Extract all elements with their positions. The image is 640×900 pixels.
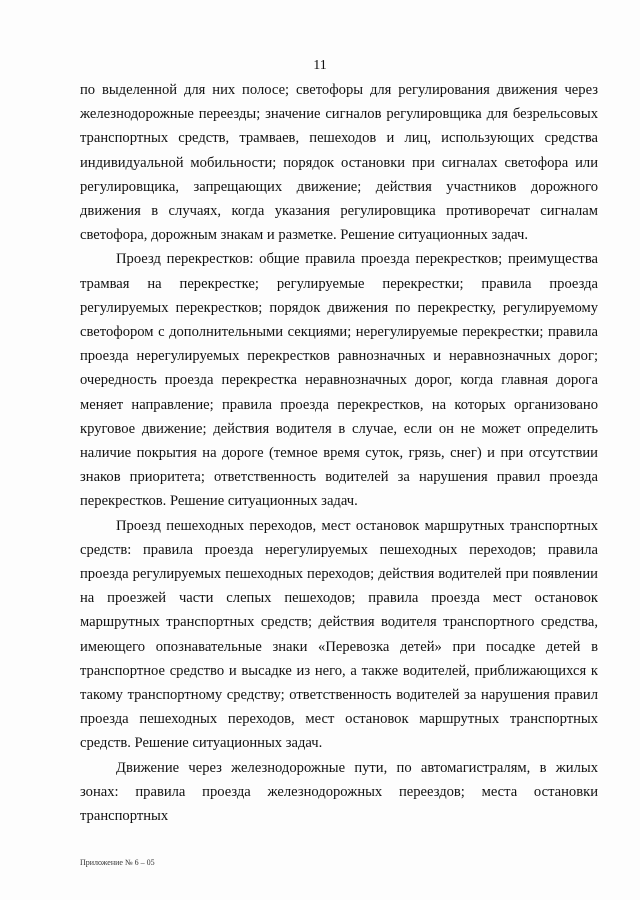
- paragraph-pedestrian-crossings: Проезд пешеходных переходов, мест остановок маршрутных транспортных средств: правила проезда нерегулируемых пешеходных переходов; правила проезда регулируемых пешеходных переходов; действия водителей при появлении на проезжей части слепых пешеходов; правила проезда мест остановок маршрутных транспортных средств; действия водителя транспортного средства, имеющего опознавательные знаки «Перевозка детей» при посадке детей в транспортное средство и высадке из него, а также водителей, приближающихся к такому транспортному средству; ответственность водителей за нарушения правил проезда пешеходных переходов, мест остановок маршрутных транспортных средств. Решение ситуационных задач.: [80, 517, 598, 752]
- document-body: [80, 78, 598, 828]
- paragraph-intersections: Проезд перекрестков: общие правила проезда перекрестков; преимущества трамвая на перекрестке; регулируемые перекрестки; правила проезда регулируемых перекрестков; порядок движения по перекрестку, регулируемому светофором с дополнительными секциями; нерегулируемые перекрестки; правила проезда нерегулируемых перекрестков равнозначных и неравнозначных дорог; очередность проезда перекрестка неравнозначных дорог, когда главная дорога меняет направление; правила проезда перекрестков, на которых организовано круговое движение; действия водителя в случае, если он не может определить наличие покрытия на дороге (темное время суток, грязь, снег) и при отсутствии знаков приоритета; ответственность водителей за нарушения правил проезда перекрестков. Решение ситуационных задач.: [80, 251, 598, 510]
- footer-note: Приложение № 6 – 05: [80, 858, 155, 867]
- paragraph-railway-crossings: Движение через железнодорожные пути, по автомагистралям, в жилых зонах: правила проезда железнодорожных переездов; места остановки транспортных: [80, 759, 598, 825]
- paragraph-continuation: по выделенной для них полосе; светофоры для регулирования движения через железнодорожные переезды; значение сигналов регулировщика для безрельсовых транспортных средств, трамваев, пешеходов и лиц, использующих средства индивидуальной мобильности; порядок остановки при сигналах светофора или регулировщика, запрещающих движение; действия участников дорожного движения в случаях, когда указания регулировщика противоречат сигналам светофора, дорожным знакам и разметке. Решение ситуационных задач.: [80, 82, 598, 244]
- page-number: 11: [313, 58, 327, 73]
